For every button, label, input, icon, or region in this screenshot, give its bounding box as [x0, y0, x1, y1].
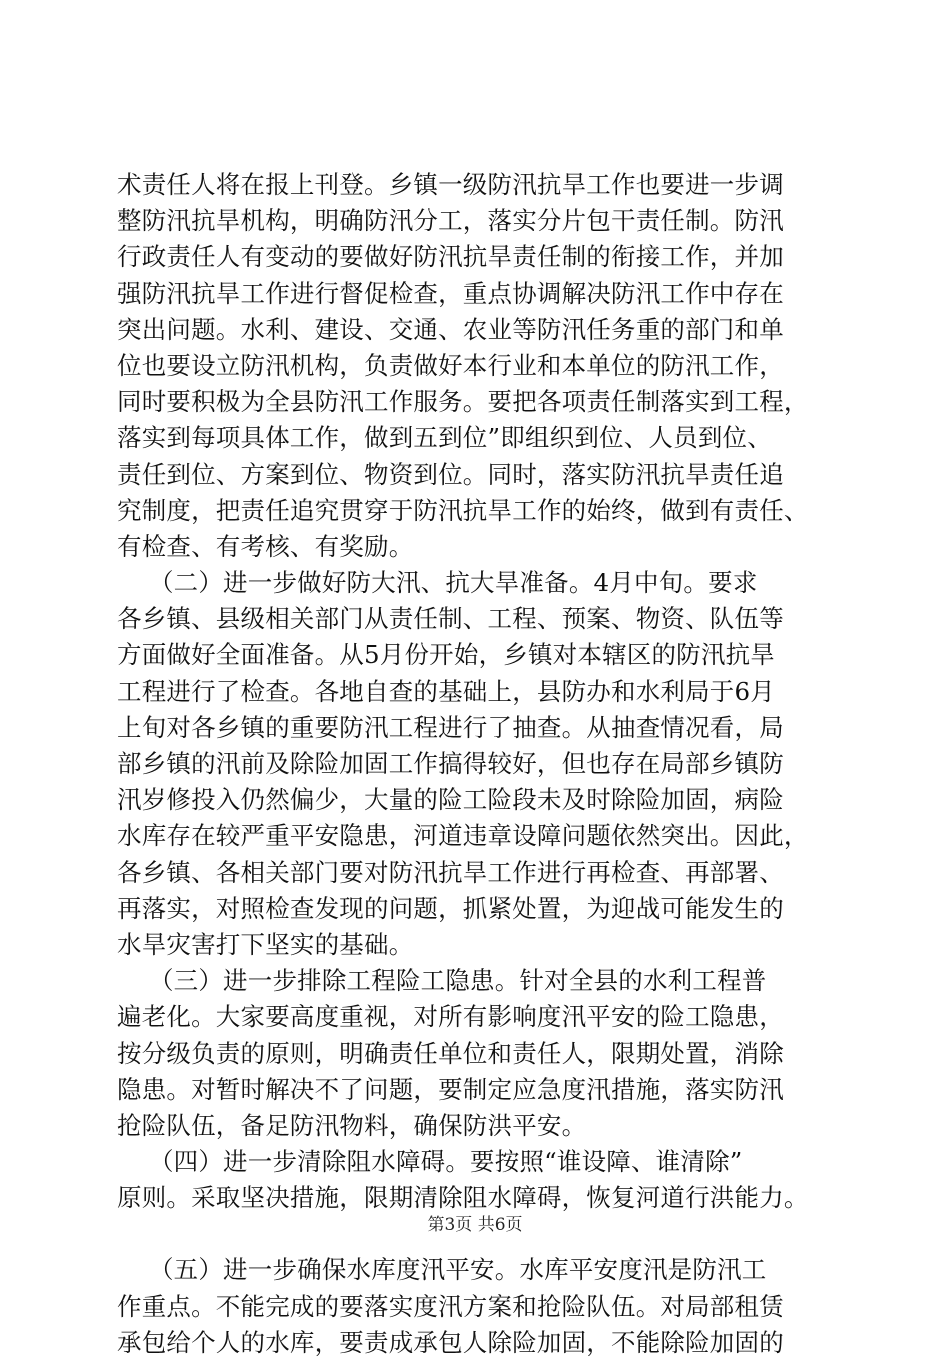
page-footer	[0, 1210, 950, 1235]
text-line: （三）进一步排除工程险工隐患。针对全县的水利工程普	[117, 966, 767, 996]
paragraph-section-5	[117, 1252, 853, 1361]
text-line: 再落实，对照检查发现的问题，抓紧处置，为迎战可能发生的	[117, 893, 784, 923]
document-body	[117, 167, 853, 1361]
text-line: 汛岁修投入仍然偏少，大量的险工险段未及时除险加固，病险	[117, 785, 784, 815]
text-line: 行政责任人有变动的要做好防汛抗旱责任制的衔接工作，并加	[117, 242, 784, 272]
text-line: 水库存在较严重平安隐患，河道违章设障问题依然突出。因此，	[117, 821, 809, 851]
text-line: 位也要设立防汛机构，负责做好本行业和本单位的防汛工作，	[117, 350, 784, 380]
text-line: 抢险队伍，备足防汛物料，确保防洪平安。	[117, 1110, 587, 1140]
text-line: 责任到位、方案到位、物资到位。同时，落实防汛抗旱责任追	[117, 459, 784, 489]
text-line: 按分级负责的原则，明确责任单位和责任人，限期处置，消除	[117, 1038, 784, 1068]
text-line: 上旬对各乡镇的重要防汛工程进行了抽查。从抽查情况看，局	[117, 712, 784, 742]
page-number-label: 第3页 共6页	[427, 1215, 523, 1235]
text-line: 遍老化。大家要高度重视，对所有影响度汛平安的险工隐患，	[117, 1002, 784, 1032]
text-line: 强防汛抗旱工作进行督促检查，重点协调解决防汛工作中存在	[117, 278, 784, 308]
text-line: 落实到每项具体工作，做到五到位”即组织到位、人员到位、	[117, 423, 772, 453]
paragraph-section-4	[117, 1144, 853, 1216]
paragraph-section-3	[117, 963, 853, 1144]
paragraph-continued	[117, 167, 853, 565]
text-line: 有检查、有考核、有奖励。	[117, 531, 414, 561]
text-line: 作重点。不能完成的要落实度汛方案和抢险队伍。对局部租赁	[117, 1291, 784, 1321]
text-line: 方面做好全面准备。从5月份开始，乡镇对本辖区的防汛抗旱	[117, 640, 775, 670]
text-line: 术责任人将在报上刊登。乡镇一级防汛抗旱工作也要进一步调	[117, 170, 784, 199]
text-line: 工程进行了检查。各地自查的基础上，县防办和水利局于6月	[117, 676, 775, 706]
text-line: （二）进一步做好防大汛、抗大旱准备。4月中旬。要求	[117, 568, 758, 598]
paragraph-section-2	[117, 565, 853, 963]
text-line: 整防汛抗旱机构，明确防汛分工，落实分片包干责任制。防汛	[117, 206, 784, 236]
text-line: （五）进一步确保水库度汛平安。水库平安度汛是防汛工	[117, 1255, 767, 1285]
text-line: 突出问题。水利、建设、交通、农业等防汛任务重的部门和单	[117, 314, 784, 344]
text-line: 各乡镇、各相关部门要对防汛抗旱工作进行再检查、再部署、	[117, 857, 784, 887]
text-line: 水旱灾害打下坚实的基础。	[117, 929, 414, 959]
text-line: 究制度，把责任追究贯穿于防汛抗旱工作的始终，做到有责任、	[117, 495, 809, 525]
text-line: 部乡镇的汛前及除险加固工作搞得较好，但也存在局部乡镇防	[117, 749, 784, 778]
text-line: 原则。采取坚决措施，限期清除阻水障碍，恢复河道行洪能力。	[117, 1183, 809, 1213]
text-line: 同时要积极为全县防汛工作服务。要把各项责任制落实到工程，	[117, 387, 809, 417]
text-line: 隐患。对暂时解决不了问题，要制定应急度汛措施，落实防汛	[117, 1074, 784, 1104]
text-line: 各乡镇、县级相关部门从责任制、工程、预案、物资、队伍等	[117, 604, 784, 634]
text-line: （四）进一步清除阻水障碍。要按照“谁设障、谁清除”	[117, 1147, 743, 1177]
text-line: 承包给个人的水库，要责成承包人除险加固，不能除险加固的	[117, 1327, 784, 1357]
